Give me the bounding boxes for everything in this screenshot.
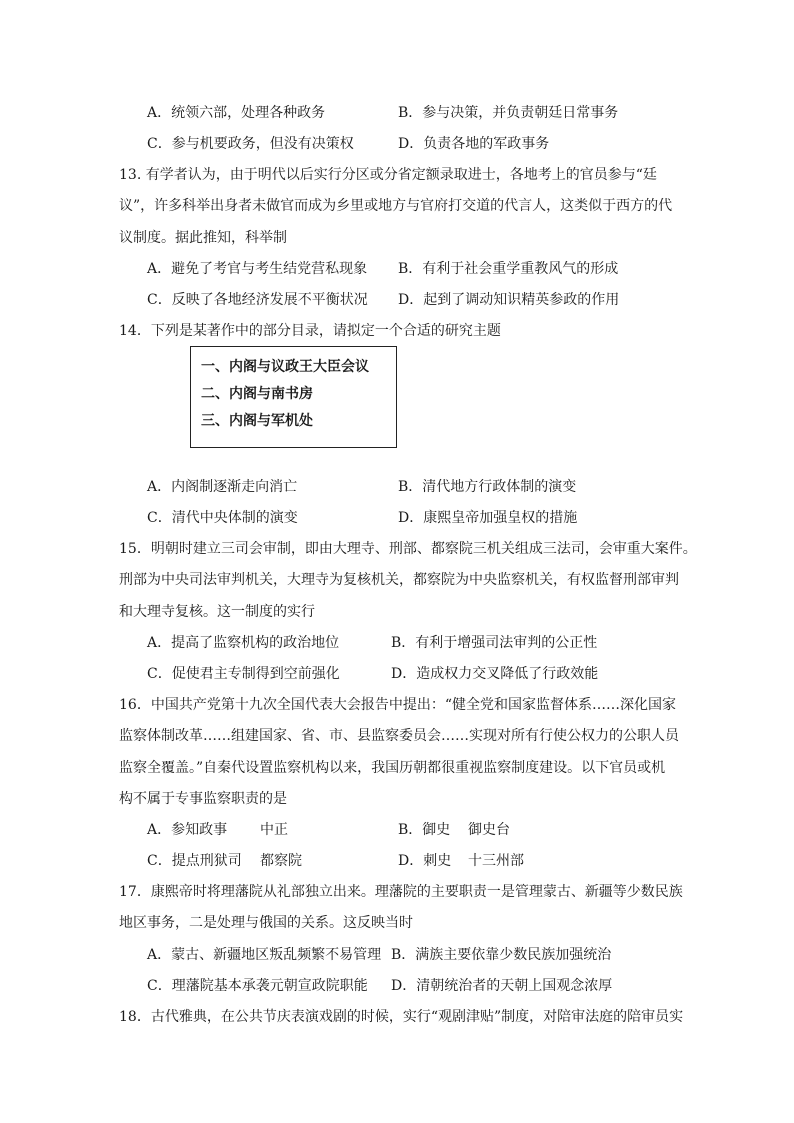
q16-option-a-extra: 中正 bbox=[260, 822, 288, 838]
q13-stem-line2: 议”，许多科举出身者未做官而成为乡里或地方与官府打交道的代言人，这类似于西方的代 bbox=[119, 198, 673, 214]
q12-option-b: B．参与决策，并负责朝廷日常事务 bbox=[398, 105, 619, 121]
q13-stem-line3: 议制度。据此推知，科举制 bbox=[119, 230, 287, 246]
q15-option-c: C．促使君主专制得到空前强化 bbox=[147, 666, 340, 682]
q15-option-b: B．有利于增强司法审判的公正性 bbox=[391, 635, 598, 651]
q14-option-c: C．清代中央体制的演变 bbox=[147, 510, 298, 526]
q15-stem-line3: 和大理寺复核。这一制度的实行 bbox=[119, 604, 315, 620]
q16-option-a-label: A．参知政事 bbox=[147, 822, 228, 838]
q18-stem-line1: 18．古代雅典，在公共节庆表演戏剧的时候，实行“观剧津贴”制度，对陪审法庭的陪审员实 bbox=[119, 1009, 684, 1025]
q12-option-d: D．负责各地的军政事务 bbox=[398, 136, 550, 152]
q14-option-b: B．清代地方行政体制的演变 bbox=[398, 479, 577, 495]
q14-contents-item-2: 二、内阁与南书房 bbox=[201, 386, 313, 402]
q12-option-a: A．统领六部，处理各种政务 bbox=[147, 105, 326, 121]
q13-option-b: B．有利于社会重学重教风气的形成 bbox=[398, 261, 619, 277]
q15-stem-line2: 刑部为中央司法审判机关，大理寺为复核机关，都察院为中央监察机关，有权监督刑部审判 bbox=[119, 572, 679, 588]
q17-option-a: A．蒙古、新疆地区叛乱频繁不易管理 bbox=[147, 947, 382, 963]
q13-option-d: D．起到了调动知识精英参政的作用 bbox=[398, 292, 620, 308]
q16-option-b-extra: 御史台 bbox=[468, 822, 510, 838]
q16-option-d-extra: 十三州部 bbox=[468, 853, 524, 869]
q16-option-c-extra: 都察院 bbox=[260, 853, 302, 869]
q16-stem-line2: 监察体制改革……组建国家、省、市、县监察委员会……实现对所有行使公权力的公职人员 bbox=[119, 728, 679, 744]
q15-option-a: A．提高了监察机构的政治地位 bbox=[147, 635, 340, 651]
q17-option-c: C．理藩院基本承袭元朝宣政院职能 bbox=[147, 978, 368, 994]
q14-contents-box bbox=[190, 346, 397, 448]
q13-option-c: C．反映了各地经济发展不平衡状况 bbox=[147, 292, 368, 308]
q17-option-b: B．满族主要依靠少数民族加强统治 bbox=[391, 947, 612, 963]
q14-contents-item-1: 一、内阁与议政王大臣会议 bbox=[201, 359, 369, 375]
q16-option-c-label: C．提点刑狱司 bbox=[147, 853, 242, 869]
q14-option-d: D．康熙皇帝加强皇权的措施 bbox=[398, 510, 578, 526]
q15-stem-line1: 15．明朝时建立三司会审制，即由大理寺、刑部、都察院三机关组成三法司，会审重大案件。 bbox=[119, 541, 697, 557]
q15-option-d: D．造成权力交叉降低了行政效能 bbox=[391, 666, 599, 682]
q14-contents-item-3: 三、内阁与军机处 bbox=[201, 413, 313, 429]
q16-option-b-label: B．御史 bbox=[398, 822, 451, 838]
q13-option-a: A．避免了考官与考生结党营私现象 bbox=[147, 261, 368, 277]
q16-option-d-label: D．刺史 bbox=[398, 853, 452, 869]
q17-stem-line1: 17．康熙帝时将理藩院从礼部独立出来。理藩院的主要职责一是管理蒙古、新疆等少数民族 bbox=[119, 884, 683, 900]
q16-stem-line1: 16．中国共产党第十九次全国代表大会报告中提出：“健全党和国家监督体系……深化国家 bbox=[119, 697, 676, 713]
q17-option-d: D．清朝统治者的天朝上国观念浓厚 bbox=[391, 978, 613, 994]
q16-stem-line3: 监察全覆盖。”自秦代设置监察机构以来，我国历朝都很重视监察制度建设。以下官员或机 bbox=[119, 760, 666, 776]
q14-option-a: A．内阁制逐渐走向消亡 bbox=[147, 479, 298, 495]
q16-stem-line4: 构不属于专事监察职责的是 bbox=[119, 791, 287, 807]
q13-stem-line1: 13. 有学者认为，由于明代以后实行分区或分省定额录取进士，各地考上的官员参与“廷 bbox=[119, 167, 657, 183]
q17-stem-line2: 地区事务，二是处理与俄国的关系。这反映当时 bbox=[119, 915, 413, 931]
q14-stem-line1: 14．下列是某著作中的部分目录，请拟定一个合适的研究主题 bbox=[119, 323, 501, 339]
q12-option-c: C．参与机要政务，但没有决策权 bbox=[147, 136, 354, 152]
